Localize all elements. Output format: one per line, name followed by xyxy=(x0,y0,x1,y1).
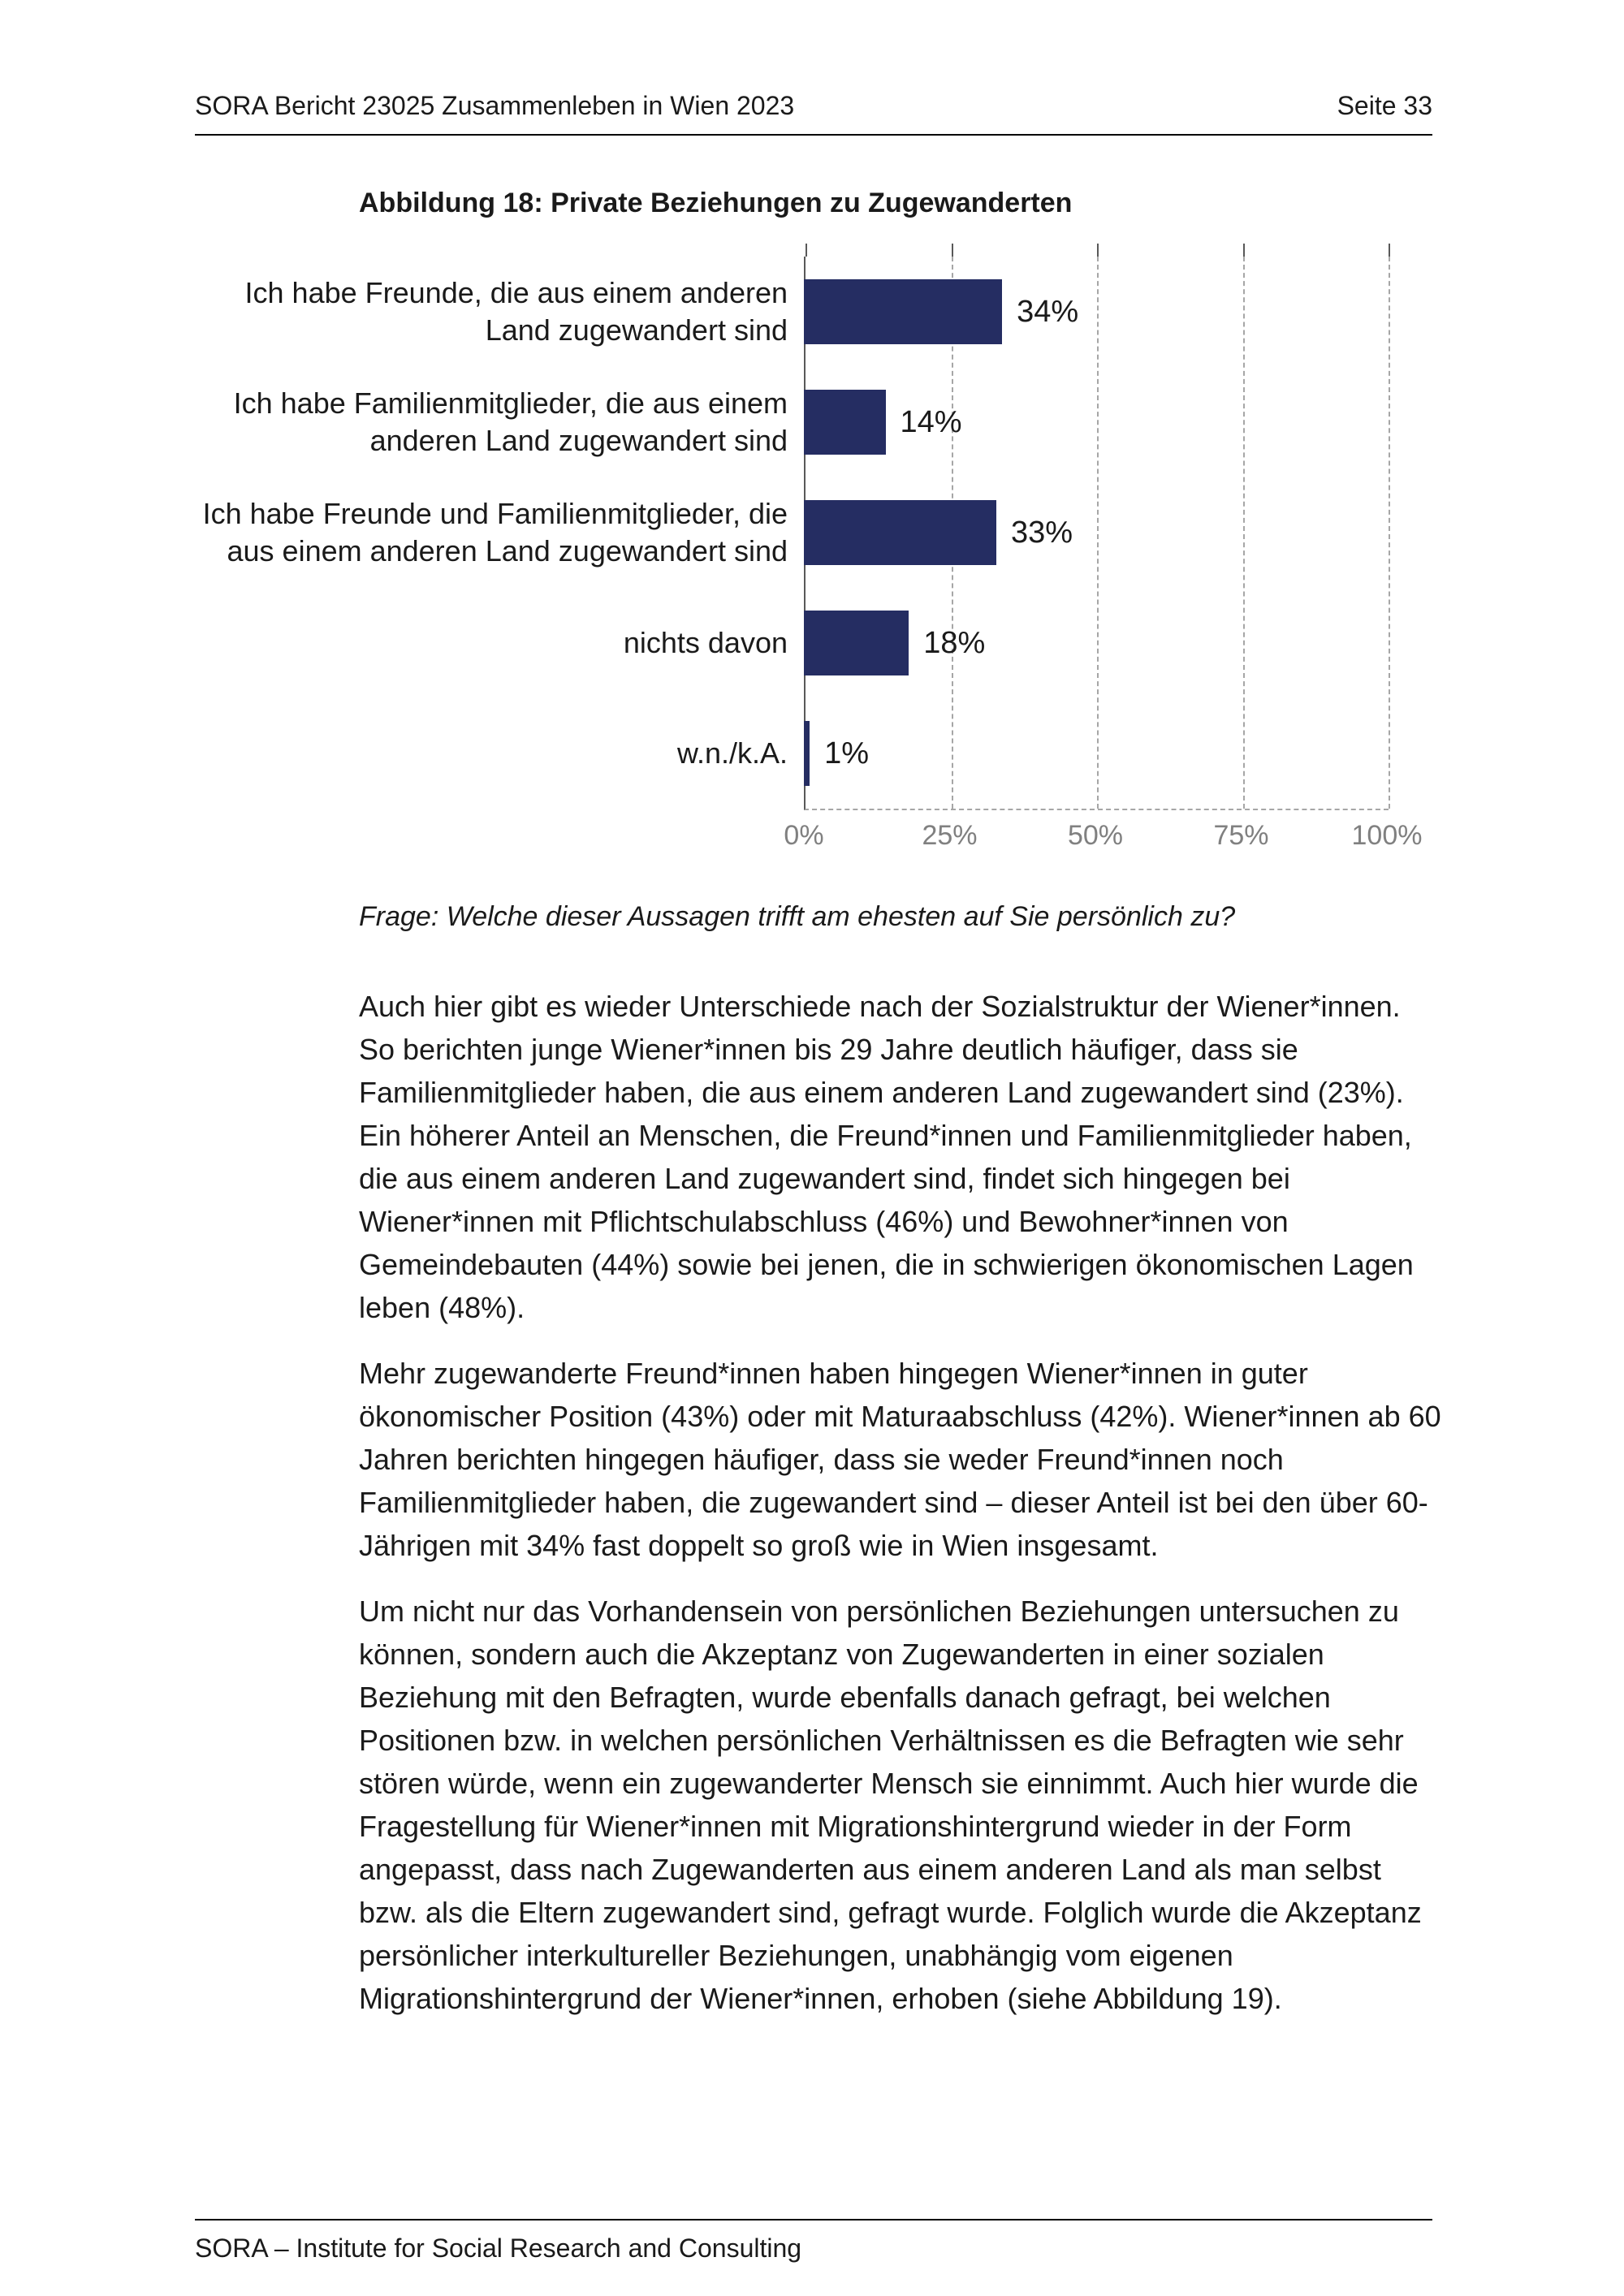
axis-tick xyxy=(1243,244,1245,257)
category-label: Ich habe Freunde und Familienmitglieder, die aus einem anderen Land zugewandert sind xyxy=(202,497,788,568)
value-label: 33% xyxy=(1010,515,1073,550)
header-page-number: Seite 33 xyxy=(1337,91,1432,120)
category-label: Ich habe Familienmitglieder, die aus einem anderen Land zugewandert sind xyxy=(233,386,788,457)
chart-row xyxy=(804,367,1387,477)
bar xyxy=(804,390,886,455)
page-content xyxy=(195,188,1441,2020)
body-paragraph-1: Auch hier gibt es wieder Unterschiede nach der Sozialstruktur der Wiener*innen. So berichten junge Wiener*innen bis 29 Jahre deutlich häufiger, dass sie Familienmitglieder haben, die aus einem anderen Land zugewandert sind (23%). Ein höherer Anteil an Menschen, die Freund*innen und Familienmitglieder haben, die aus einem anderen Land zugewandert sind, findet sich hingegen bei Wiener*innen mit Pflichtschulabschluss (46%) und Bewohner*innen von Gemeindebauten (44%) sowie bei jenen, die in schwierigen ökonomischen Lagen leben (48%). xyxy=(359,990,1414,1324)
x-tick-label: 100% xyxy=(1351,820,1423,851)
axis-tick xyxy=(806,244,807,257)
axis-tick xyxy=(1389,244,1390,257)
axis-tick xyxy=(952,244,953,257)
body-paragraph-3: Um nicht nur das Vorhandensein von persönlichen Beziehungen untersuchen zu können, sondern auch die Akzeptanz von Zugewanderten in einer sozialen Beziehung mit den Befragten, wurde ebenfalls danach gefragt, bei welchen Positionen bzw. in welchen persönlichen Verhältnissen es die Befragten wie sehr stören würde, wenn ein zugewanderter Mensch sie einnimmt. Auch hier wurde die Fragestellung für Wiener*innen mit Migrationshintergrund wieder in der Form angepasst, dass nach Zugewanderten aus einem anderen Land als man selbst bzw. als die Eltern zugewandert sind, gefragt wurde. Folglich wurde die Akzeptanz persönlicher interkultureller Beziehungen, unabhängig vom eigenen Migrationshintergrund der Wiener*innen, erhoben (siehe Abbildung 19). xyxy=(359,1595,1422,2015)
value-label: 14% xyxy=(900,404,962,439)
gridline-100 xyxy=(1389,257,1390,809)
chart-row xyxy=(804,477,1387,588)
bar xyxy=(804,279,1002,344)
bar xyxy=(804,721,810,786)
footer-text: SORA – Institute for Social Research and Consulting xyxy=(195,2233,802,2263)
figure-question-note: Frage: Welche dieser Aussagen trifft am ehesten auf Sie persönlich zu? xyxy=(359,901,1236,932)
x-tick-label: 0% xyxy=(784,820,824,851)
page-footer xyxy=(195,2219,1432,2264)
bar xyxy=(804,500,996,565)
header-report-title: SORA Bericht 23025 Zusammenleben in Wien 2023 xyxy=(195,91,795,120)
x-tick-label: 75% xyxy=(1213,820,1269,851)
body-text xyxy=(359,985,1444,2020)
value-label: 1% xyxy=(824,736,870,770)
chart-row xyxy=(804,588,1387,698)
body-paragraph-2: Mehr zugewanderte Freund*innen haben hingegen Wiener*innen in guter ökonomischer Position (43%) oder mit Maturaabschluss (42%). Wiener*innen ab 60 Jahren berichten hingegen häufiger, dass sie weder Freund*innen noch Familienmitglieder haben, die zugewandert sind – dieser Anteil ist bei den über 60-Jährigen mit 34% fast doppelt so groß wie in Wien insgesamt. xyxy=(359,1357,1441,1562)
category-label: nichts davon xyxy=(623,626,788,659)
x-axis xyxy=(784,820,1423,859)
category-label: w.n./k.A. xyxy=(676,736,788,770)
x-tick-label: 25% xyxy=(922,820,978,851)
figure-title: Abbildung 18: Private Beziehungen zu Zugewanderten xyxy=(359,188,1073,218)
x-tick-label: 50% xyxy=(1067,820,1124,851)
chart-rows xyxy=(195,257,1432,809)
page-header xyxy=(195,0,1432,136)
value-label: 34% xyxy=(1017,294,1079,329)
bar-chart xyxy=(195,257,1432,859)
axis-tick xyxy=(1097,244,1099,257)
value-label: 18% xyxy=(923,625,986,660)
chart-row xyxy=(804,257,1387,367)
bar xyxy=(804,611,909,675)
category-label: Ich habe Freunde, die aus einem anderen Land zugewandert sind xyxy=(244,276,788,347)
chart-row xyxy=(804,698,1387,809)
